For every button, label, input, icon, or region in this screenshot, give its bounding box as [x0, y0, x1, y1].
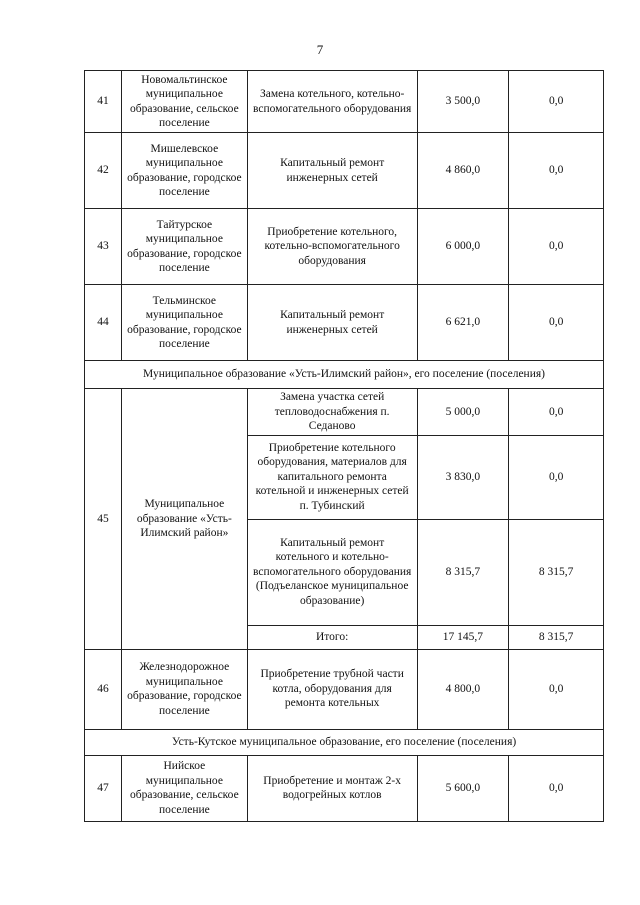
work-description: Приобретение и монтаж 2-х водогрейных котлов	[247, 755, 417, 821]
row-number: 47	[85, 755, 122, 821]
section-header-ust-ilimsk: Муниципальное образование «Усть-Илимский район», его поселение (поселения)	[85, 361, 604, 389]
municipality-name: Новомальтинское муниципальное образование, сельское поселение	[121, 71, 247, 133]
amount-total: 6 621,0	[417, 285, 509, 361]
work-description: Приобретение трубной части котла, оборудования для ремонта котельных	[247, 649, 417, 729]
amount-second: 8 315,7	[509, 519, 604, 625]
amount-total: 4 860,0	[417, 133, 509, 209]
amount-second: 0,0	[509, 755, 604, 821]
amount-second: 0,0	[509, 435, 604, 519]
amount-second: 0,0	[509, 133, 604, 209]
amount-total: 8 315,7	[417, 519, 509, 625]
table-row	[85, 755, 604, 821]
total-amount: 17 145,7	[417, 625, 509, 649]
amount-second: 0,0	[509, 285, 604, 361]
amount-second: 0,0	[509, 209, 604, 285]
municipality-name: Мишелевское муниципальное образование, городское поселение	[121, 133, 247, 209]
row-number: 43	[85, 209, 122, 285]
amount-second: 0,0	[509, 389, 604, 436]
row-number: 45	[85, 389, 122, 650]
amount-second: 0,0	[509, 649, 604, 729]
work-description: Замена котельного, котельно-вспомогательного оборудования	[247, 71, 417, 133]
municipality-name: Муниципальное образование «Усть-Илимский район»	[121, 389, 247, 650]
table-row	[85, 209, 604, 285]
row-number: 44	[85, 285, 122, 361]
page-number: 7	[316, 42, 324, 57]
amount-total: 6 000,0	[417, 209, 509, 285]
municipality-name: Нийское муниципальное образование, сельское поселение	[121, 755, 247, 821]
section-header-row	[85, 361, 604, 389]
work-description: Приобретение котельного, котельно-вспомогательного оборудования	[247, 209, 417, 285]
municipality-name: Тельминское муниципальное образование, городское поселение	[121, 285, 247, 361]
amount-total: 5 000,0	[417, 389, 509, 436]
table-row	[85, 133, 604, 209]
table-row	[85, 71, 604, 133]
table-row	[85, 285, 604, 361]
amount-total: 4 800,0	[417, 649, 509, 729]
table-row	[85, 389, 604, 436]
amount-total: 3 830,0	[417, 435, 509, 519]
municipality-name: Железнодорожное муниципальное образование, городское поселение	[121, 649, 247, 729]
table-row	[85, 649, 604, 729]
amount-total: 5 600,0	[417, 755, 509, 821]
work-description: Капитальный ремонт котельного и котельно-вспомогательного оборудования (Подъеланское муниципальное образование)	[247, 519, 417, 625]
row-number: 41	[85, 71, 122, 133]
work-description: Капитальный ремонт инженерных сетей	[247, 133, 417, 209]
section-header-ust-kut: Усть-Кутское муниципальное образование, его поселение (поселения)	[85, 729, 604, 755]
section-header-row	[85, 729, 604, 755]
row-number: 42	[85, 133, 122, 209]
work-description: Капитальный ремонт инженерных сетей	[247, 285, 417, 361]
subsidy-table	[84, 70, 604, 822]
total-amount-second: 8 315,7	[509, 625, 604, 649]
amount-total: 3 500,0	[417, 71, 509, 133]
work-description: Замена участка сетей тепловодоснабжения п. Седаново	[247, 389, 417, 436]
municipality-name: Тайтурское муниципальное образование, городское поселение	[121, 209, 247, 285]
work-description: Приобретение котельного оборудования, материалов для капитального ремонта котельной и инженерных сетей п. Тубинский	[247, 435, 417, 519]
amount-second: 0,0	[509, 71, 604, 133]
total-label: Итого:	[247, 625, 417, 649]
row-number: 46	[85, 649, 122, 729]
